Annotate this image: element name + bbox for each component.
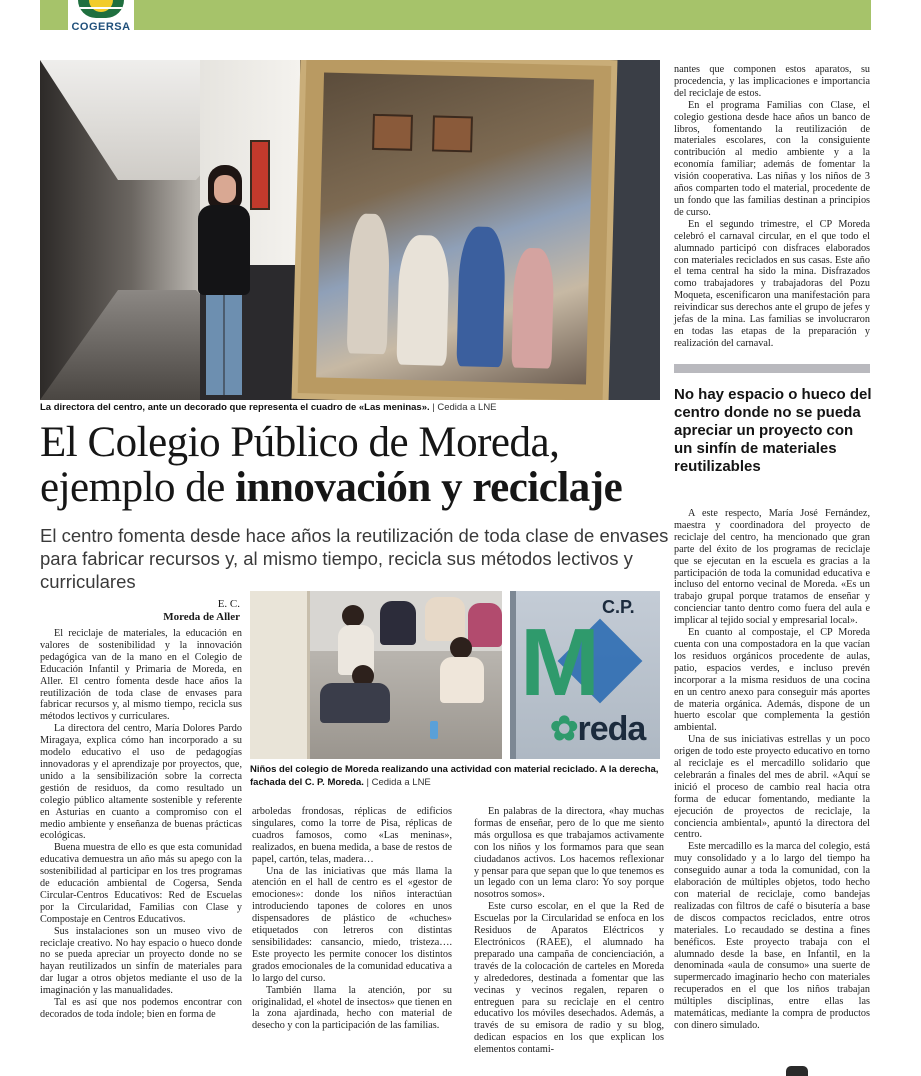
paragraph: A este respecto, María José Fernández, maestra y coordinadora del proyecto de reciclaje del centro, ha mencionado que gran parte del éxito de los programas de reciclaje que se ejecutan en la escuela es gracias a la participación de toda la comunidad educativa e incluso del entorno vecinal de Moreda. «Es un trabajo grupal porque tratamos de enseñar y concienciar tanto dentro como fuera del aula e implicar al tejido social y empresarial local». — [674, 508, 870, 627]
paragraph: La directora del centro, María Dolores Pardo Miragaya, explica cómo han incorporado a su modelo educativo el uso de pedagogías innovadoras y el aprendizaje por proyectos, que, unido a la sensibilización sobre la correcta gestión de residuos, da como resultado un colegio público altamente sostenible y referente en Asturias en cuanto a compromiso con el medio ambiente y enseñanza de buenas prácticas ecológicas. — [40, 723, 242, 842]
paragraph: Sus instalaciones son un museo vivo de reciclaje creativo. No hay espacio o hueco donde no se pueda apreciar un proyecto donde no se hayan reutilizados un sinfín de materiales para dar lugar a otros objetos mediante el uso de la imaginación y las manualidades. — [40, 925, 242, 997]
pull-quote-rule — [674, 364, 870, 373]
sun-icon — [78, 0, 124, 18]
hero-credit: | Cedida a LNE — [432, 402, 497, 413]
director-figure — [190, 165, 260, 400]
column-1 — [40, 628, 242, 1021]
paragraph: En el segundo trimestre, el CP Moreda celebró el carnaval circular, en el que todo el alumnado participó con disfraces elaborados con materiales reciclados en sus casas. Este año el tema central ha sido la mina. Disfrazados como trabajadores y trabajadoras del Pozu Moqueta, escenificaron una manifestación para reivindicar sus derechos ante el grupo de jefes y jefas de la mina. Las familias se involucraron en todas las etapas de la preparación y realización del carnaval. — [674, 218, 870, 349]
column-4 — [674, 64, 870, 350]
sign-letter-m: M — [520, 609, 600, 716]
leaf-icon: ✿ — [550, 710, 578, 748]
paragraph: arboledas frondosas, réplicas de edificios singulares, como la torre de Pisa, réplicas de cuadros famosos, como «Las meninas», realizados, en buena medida, a base de restos de papel, cartón, telas, madera… — [252, 806, 452, 865]
logo-text: COGERSA — [71, 21, 131, 33]
paragraph: Este mercadillo es la marca del colegio, está muy consolidado y a lo largo del tiempo ha conseguido aunar a toda la comunidad, con la elaboración de múltiples objetos, todo hecho con material de reciclaje, como bandejas realizadas con filtros de café o bisutería a base de discos compactos reciclados, entre otros materiales. Lo recaudado se destina a fines benéficos. Este proyecto trabaja con el alumnado desde la base, en Infantil, en la denominada «aula de consumo» una suerte de supermercado imaginario hecho con materiales recuperados en el que los niños trabajan múltiples disciplinas, entre ellas las matemáticas, mediante la compra de productos con dinero simulado. — [674, 841, 870, 1031]
paragraph: En cuanto al compostaje, el CP Moreda cuenta con una compostadora en la que vacían los residuos orgánicos procedente de aulas, patio, espacios verdes, e incluso prevén incorporar a la misma residuos de una cocina en un centro anexo para conseguir más aportes de materia orgánica. Además, dispone de un huerto escolar que complementa la gestión ambiental. — [674, 627, 870, 734]
paragraph: También llama la atención, por su originalidad, el «hotel de insectos» que tienen en la zona ajardinada, hecho con material de desecho y con la participación de las familias. — [252, 984, 452, 1032]
sign-cp: C.P. — [602, 597, 635, 617]
pull-quote: No hay espacio o hueco del centro donde no se pueda apreciar un proyecto con un sinfín de materiales reutilizables — [674, 386, 872, 475]
paragraph: En el programa Familias con Clase, el colegio gestiona desde hace años un banco de libros, fomentando la reutilización de materiales escolares, con la consiguiente contribución al medio ambiente y a la economía familiar; además de fomentar la visión cooperativa. Las niñas y los niños de 3 años comparten todo el material, procedente de un fondo que las familias destinan a principios de curso. — [674, 99, 870, 218]
headline-emphasis: innovación y reciclaje — [235, 464, 623, 511]
subtitle: El centro fomenta desde hace años la reutilización de toda clase de envases para fabricar recursos y, al mismo tiempo, recicla sus métodos lectivos y curriculares — [40, 525, 669, 592]
byline-author: E. C. — [217, 598, 240, 610]
column-5 — [674, 508, 870, 1032]
meninas-painting — [298, 60, 612, 400]
paragraph: Una de sus iniciativas estrellas y un poco origen de todo este proyecto educativo en torno al reciclaje es el mercadillo solidario que celebrarán a finales del mes de abril. «Aquí se inició el proceso de cambio real hacia otra forma de educar fomentando, mediante la ejecución de proyectos de reciclaje, la conciencia ambiental», apuntó la directora del centro. — [674, 734, 870, 841]
paragraph: nantes que componen estos aparatos, su procedencia, y las implicaciones e importancia del reciclaje de estos. — [674, 64, 870, 99]
school-facade-photo — [510, 591, 660, 759]
hero-photo — [40, 60, 660, 400]
paragraph: Una de las iniciativas que más llama la atención en el hall de centro es el «gestor de emociones»: donde los niños interactúan introduciendo tapones de colores en unos dispensadores de plástico de «chuches» etiquetados con letreros con distintas sensibilidades: cansancio, miedo, tristeza…. Este proyecto les permite conocer los distintos grados emocionales de la comunidad educativa a lo largo del curso. — [252, 865, 452, 984]
page-corner-mark — [786, 1066, 808, 1076]
headline — [40, 420, 670, 510]
paragraph: Buena muestra de ello es que esta comunidad educativa demuestra un año más su apego con la sostenibilidad al participar en los tres programas de educación ambiental de Cogersa, Senda Circular-Centros Educativos: Red de Escuelas por la Circularidad, Familias con Clase y Compostaje en Centros Educativos. — [40, 842, 242, 925]
photo-caption: Niños del colegio de Moreda realizando una actividad con material reciclado. A la derecha, fachada del C. P. Moreda. | Cedida a LNE — [250, 764, 659, 788]
sign-moreda: ✿reda — [550, 710, 646, 748]
children-photo — [250, 591, 502, 759]
column-3 — [474, 806, 664, 1056]
paragraph: En palabras de la directora, «hay muchas formas de enseñar, pero de lo que me siento más orgullosa es que trabajamos activamente con los niños y los formamos para que sean ciudadanos activos. Los hacemos reflexionar y pensar para que sepan que lo que tenemos es un legado con un lema claro: Yo soy porque nosotros somos». — [474, 806, 664, 901]
byline — [40, 598, 240, 624]
header-bar — [40, 0, 871, 30]
paragraph: El reciclaje de materiales, la educación en valores de sostenibilidad y la innovación pedagógica van de la mano en el Colegio de Educación Infantil y Primaria de Moreda, en Aller. El centro fomenta desde hace años la reutilización de toda clase de envases para fabricar recursos y, al mismo tiempo, recicla sus métodos lectivos y curriculares. — [40, 628, 242, 723]
byline-place: Moreda de Aller — [163, 611, 240, 623]
paragraph: Tal es así que nos podemos encontrar con decorados de toda índole; bien en forma de — [40, 997, 242, 1020]
photo-credit: | Cedida a LNE — [366, 776, 431, 788]
cogersa-logo — [68, 0, 134, 36]
column-2 — [252, 806, 452, 1032]
paragraph: Este curso escolar, en el que la Red de Escuelas por la Circularidad se enfoca en los Residuos de Aparatos Eléctricos y Electrónicos (RAEE), el alumnado ha preparado una campaña de concienciación, a través de la colocación de carteles en Moreda y alrededores, destinada a fomentar que las vecinas y vecinos regalen, reparen o entreguen para su reciclaje en el centro educativo los móviles desechados. Además, a través de su emisora de radio y su blog, dedican espacios en los que explican los elementos contami- — [474, 901, 664, 1056]
headline-line2: ejemplo de — [40, 464, 236, 511]
hero-caption: La directora del centro, ante un decorado que representa el cuadro de «Las meninas». | Cedida a LNE — [40, 402, 497, 413]
headline-line1: El Colegio Público de Moreda, — [40, 419, 560, 466]
